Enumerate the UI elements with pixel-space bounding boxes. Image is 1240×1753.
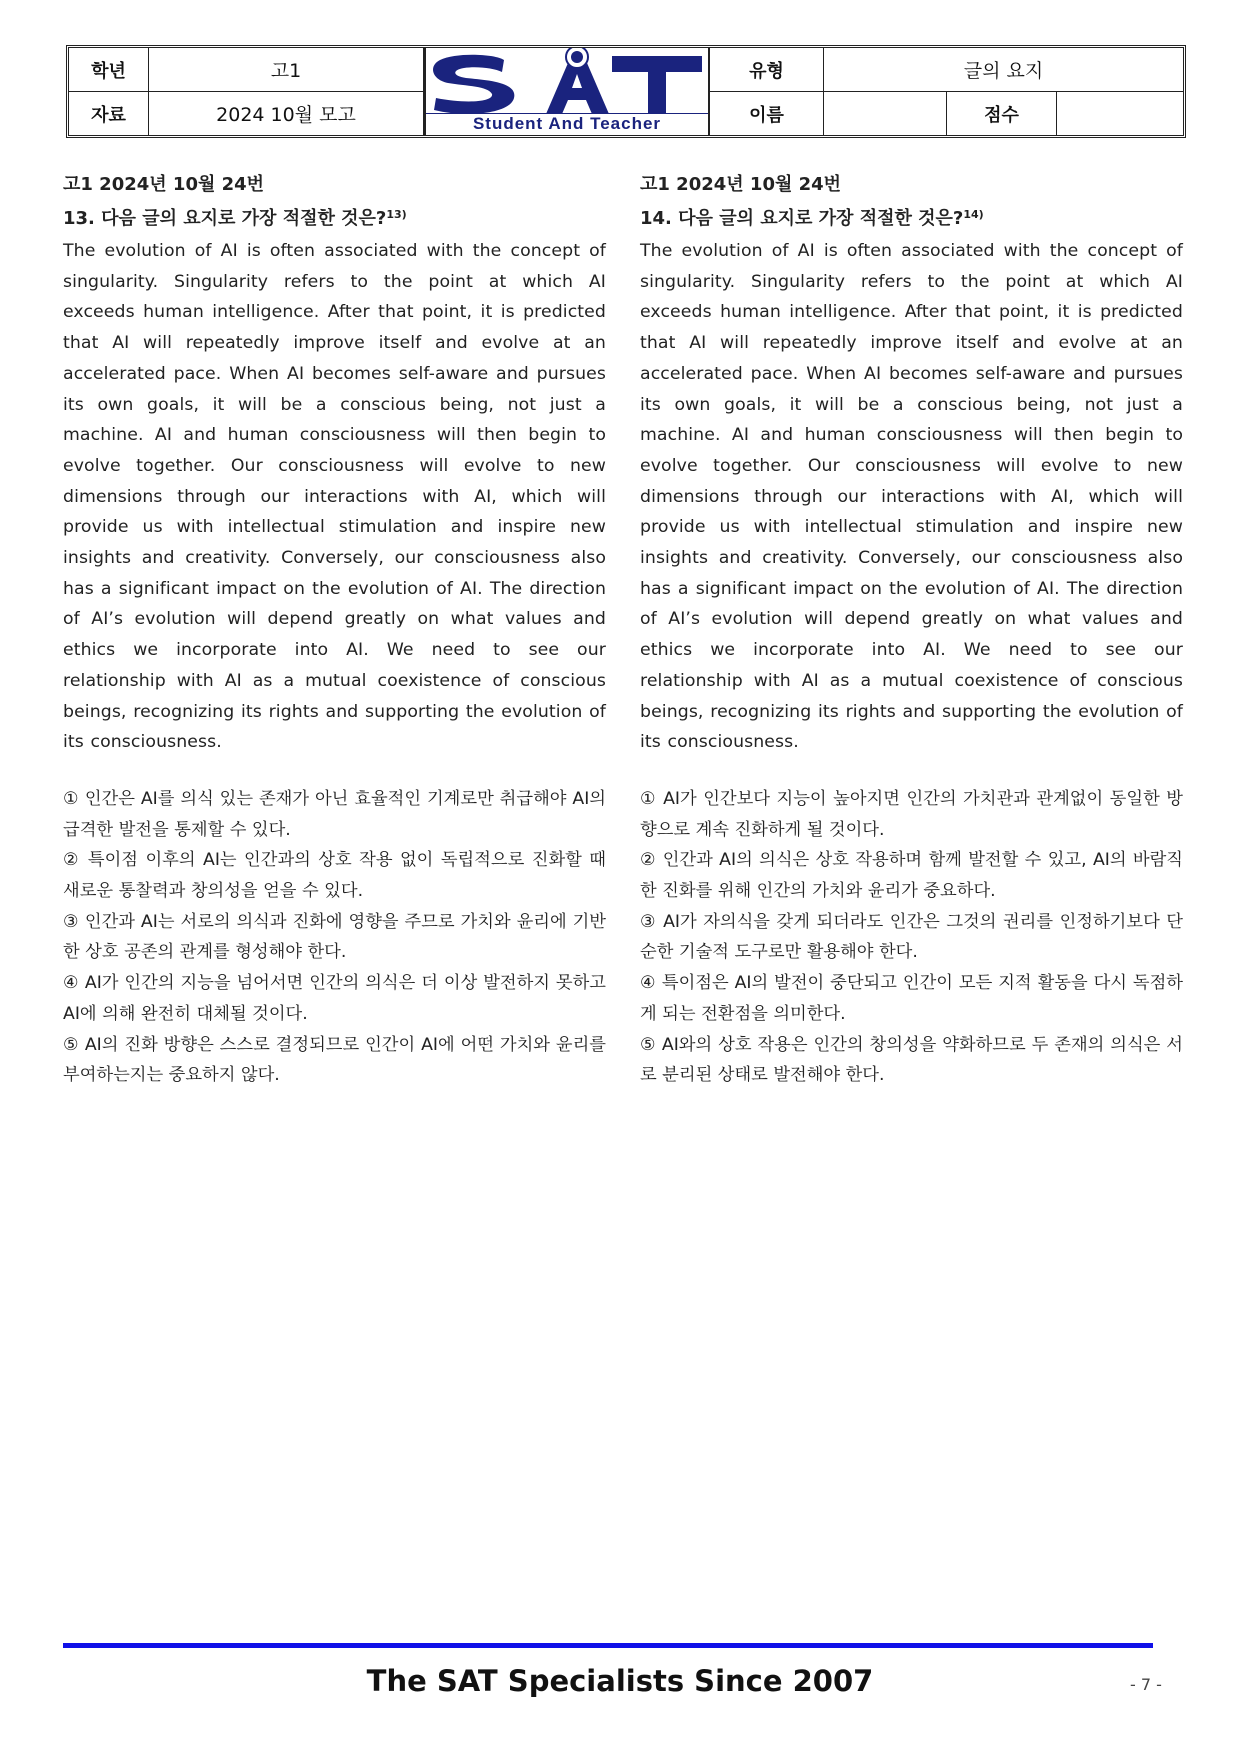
score-label: 점수 <box>947 92 1057 135</box>
name-label: 이름 <box>710 92 824 135</box>
logo-subtitle: Student And Teacher <box>426 113 708 134</box>
question-source: 고1 2024년 10월 24번 <box>63 174 265 195</box>
answer-option-4[interactable]: ④ AI가 인간의 지능을 넘어서면 인간의 의식은 더 이상 발전하지 못하고 AI에 의해 완전히 대체될 것이다. <box>63 973 606 1024</box>
question-source: 고1 2024년 10월 24번 <box>640 174 842 195</box>
grade-label: 학년 <box>69 48 149 92</box>
question-prompt <box>640 200 1183 234</box>
answer-option-3[interactable]: ③ 인간과 AI는 서로의 의식과 진화에 영향을 주므로 가치와 윤리에 기반한 상호 공존의 관계를 형성해야 한다. <box>63 911 606 963</box>
question-13 <box>63 170 606 1091</box>
passage-text: The evolution of AI is often associated with the concept of singularity. Singularity refers to the point at which AI exceeds human intelligence. After that point, it is predicted that AI will repeatedly improve itself and evolve at an accelerated pace. When AI becomes self-aware and pursues its own goals, it will be a conscious being, not just a machine. AI and human consciousness will then begin to evolve together. Our consciousness will evolve to new dimensions through our interactions with AI, which will provide us with intellectual stimulation and inspire new insights and creativity. Conversely, our consciousness also has a significant impact on the evolution of AI. The direction of AI’s evolution will depend greatly on what values and ethics we incorporate into AI. We need to see our relationship with AI as a mutual coexistence of conscious beings, recognizing its rights and supporting the evolution of its consciousness. <box>640 241 1183 753</box>
sat-logo-mark <box>426 48 708 116</box>
answer-option-2[interactable]: ② 인간과 AI의 의식은 상호 작용하며 함께 발전할 수 있고, AI의 바람직한 진화를 위해 인간의 가치와 윤리가 중요하다. <box>640 850 1183 902</box>
footnote-mark: 14) <box>963 208 984 221</box>
footer-slogan: The SAT Specialists Since 2007 <box>366 1664 874 1698</box>
question-text: 14. 다음 글의 요지로 가장 적절한 것은? <box>640 208 964 229</box>
header-table <box>66 45 1186 138</box>
footer-divider <box>63 1643 1153 1648</box>
footnote-mark: 13) <box>386 208 407 221</box>
answer-option-5[interactable]: ⑤ AI의 진화 방향은 스스로 결정되므로 인간이 AI에 어떤 가치와 윤리를 부여하는지는 중요하지 않다. <box>63 1034 606 1086</box>
sat-logo <box>424 48 710 135</box>
grade-value: 고1 <box>149 48 424 92</box>
answer-option-1[interactable]: ① AI가 인간보다 지능이 높아지면 인간의 가치관과 관계없이 동일한 방향으로 계속 진화하게 될 것이다. <box>640 788 1183 840</box>
question-text: 13. 다음 글의 요지로 가장 적절한 것은? <box>63 208 387 229</box>
question-prompt <box>63 200 606 234</box>
answer-option-5[interactable]: ⑤ AI와의 상호 작용은 인간의 창의성을 약화하므로 두 존재의 의식은 서로 분리된 상태로 발전해야 한다. <box>640 1034 1183 1086</box>
page-number: - 7 - <box>1130 1675 1162 1694</box>
material-label: 자료 <box>69 92 149 135</box>
score-field[interactable] <box>1057 92 1183 135</box>
material-value: 2024 10월 모고 <box>149 92 424 135</box>
answer-options <box>640 784 1183 1091</box>
answer-option-3[interactable]: ③ AI가 자의식을 갖게 되더라도 인간은 그것의 권리를 인정하기보다 단순한 기술적 도구로만 활용해야 한다. <box>640 911 1183 963</box>
passage-text: The evolution of AI is often associated with the concept of singularity. Singularity refers to the point at which AI exceeds human intelligence. After that point, it is predicted that AI will repeatedly improve itself and evolve at an accelerated pace. When AI becomes self-aware and pursues its own goals, it will be a conscious being, not just a machine. AI and human consciousness will then begin to evolve together. Our consciousness will evolve to new dimensions through our interactions with AI, which will provide us with intellectual stimulation and inspire new insights and creativity. Conversely, our consciousness also has a significant impact on the evolution of AI. The direction of AI’s evolution will depend greatly on what values and ethics we incorporate into AI. We need to see our relationship with AI as a mutual coexistence of conscious beings, recognizing its rights and supporting the evolution of its consciousness. <box>63 241 606 753</box>
type-label: 유형 <box>710 48 824 92</box>
question-14 <box>640 170 1183 1091</box>
answer-option-4[interactable]: ④ 특이점은 AI의 발전이 중단되고 인간이 모든 지적 활동을 다시 독점하게 되는 전환점을 의미한다. <box>640 973 1183 1024</box>
type-value: 글의 요지 <box>824 48 1183 92</box>
answer-option-1[interactable]: ① 인간은 AI를 의식 있는 존재가 아닌 효율적인 기계로만 취급해야 AI의 급격한 발전을 통제할 수 있다. <box>63 788 606 840</box>
name-field[interactable] <box>824 92 947 135</box>
answer-option-2[interactable]: ② 특이점 이후의 AI는 인간과의 상호 작용 없이 독립적으로 진화할 때 새로운 통찰력과 창의성을 얻을 수 있다. <box>63 850 606 902</box>
answer-options <box>63 784 606 1091</box>
